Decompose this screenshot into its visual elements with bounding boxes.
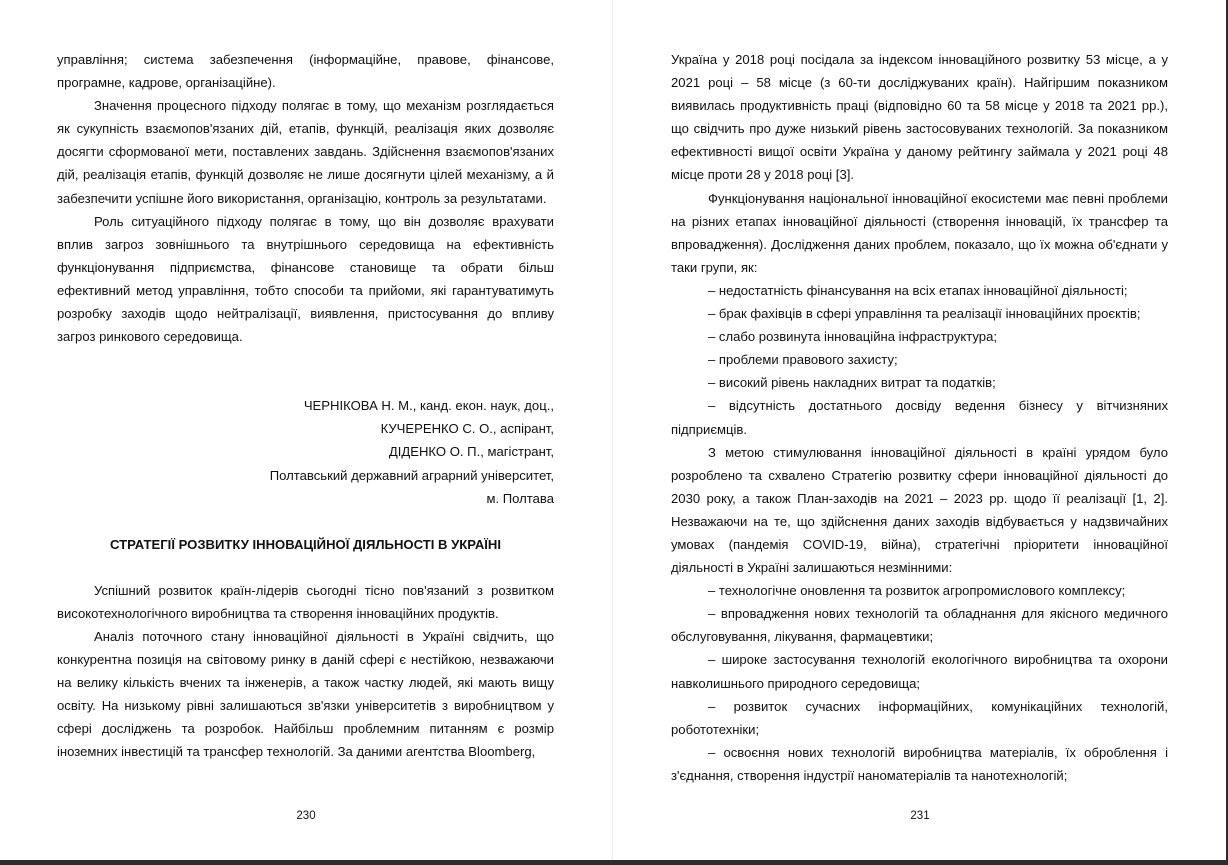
bottom-bar — [0, 860, 1228, 865]
list-item: – впровадження нових технологій та обладнання для якісного медичного обслуговування, лікування, фармацевтики; — [671, 606, 1168, 645]
author-line: ДІДЕНКО О. П., магістрант, — [388, 444, 554, 460]
list-item: – високий рівень накладних витрат та податків; — [708, 375, 996, 391]
page-divider — [612, 0, 613, 860]
author-line: ЧЕРНІКОВА Н. М., канд. екон. наук, доц., — [303, 398, 554, 414]
page-number: 230 — [296, 810, 316, 822]
author-block — [57, 394, 554, 509]
article-title: СТРАТЕГІЇ РОЗВИТКУ ІННОВАЦІЙНОЇ ДІЯЛЬНОСТІ В УКРАЇНІ — [110, 536, 501, 552]
affiliation-line: Полтавський державний аграрний університет, — [269, 467, 554, 483]
paragraph: Значення процесного підходу полягає в тому, що механізм розглядається як сукупність взаємопов'язаних дій, етапів, функцій, реалізація яких дозволяє досягти сформованої мети, поставлених завдань. Здійснення взаємопов'язаних дій, реалізація етапів, функцій дозволяє не лише досягнути цілей механізму, а й забезпечити успішне його використання, організацію, контроль за результатами. — [57, 98, 554, 206]
list-item: – слабо розвинута інноваційна інфраструктура; — [708, 329, 997, 345]
paragraph: Функціонування національної інноваційної екосистеми має певні проблеми на різних етапах інноваційної діяльності (створення інновацій, їх трансфер та впровадження). Дослідження даних проблем, показало, що їх можна об'єднати у таки групи, як: — [671, 190, 1168, 275]
paragraph: З метою стимулювання інноваційної діяльності в країні урядом було розроблено та схвалено Стратегію розвитку сфери інноваційної діяльності до 2030 року, а також План-заходів на 2021 – 2023 рр. щодо її реалізації [1, 2]. Незважаючи на те, що здійснення даних заходів відбувається у надзвичайних умовах (пандемія COVID-19, війна), стратегічні пріоритети інноваційної діяльності в Україні залишаються незмінними: — [671, 444, 1168, 576]
right-page — [671, 48, 1168, 787]
paragraph: управління; система забезпечення (інформаційне, правове, фінансове, програмне, кадрове, організаційне). — [57, 52, 554, 91]
list-item: – широке застосування технологій екологічного виробництва та охорони навколишнього природного середовища; — [671, 652, 1168, 691]
list-item: – розвиток сучасних інформаційних, комунікаційних технологій, робототехніки; — [671, 698, 1168, 737]
list-item: – недостатність фінансування на всіх етапах інноваційної діяльності; — [708, 282, 1128, 298]
page-number: 231 — [910, 810, 930, 822]
paragraph: Україна у 2018 році посідала за індексом інноваційного розвитку 53 місце, а у 2021 році – 58 місце (з 60-ти досліджуваних країн). Найгіршим показником виявилась продуктивність праці (відповідно 60 та 58 місце у 2018 та 2021 рр.), що свідчить про дуже низький рівень застосовуваних технологій. За показником ефективності вищої освіти Україна у даному рейтингу займала у 2021 році 48 місце проти 28 у 2018 році [3]. — [671, 52, 1168, 183]
city-line: м. Полтава — [486, 490, 554, 506]
list-item: – освоєння нових технологій виробництва матеріалів, їх оброблення і з'єднання, створення індустрії наноматеріалів та нанотехнологій; — [671, 744, 1168, 783]
author-line: КУЧЕРЕНКО С. О., аспірант, — [380, 421, 554, 437]
list-item: – проблеми правового захисту; — [708, 352, 898, 368]
paragraph: Роль ситуаційного підходу полягає в тому, що він дозволяє врахувати вплив загроз зовнішнього та внутрішнього середовища на ефективність функціонування підприємства, фінансове становище та обрати більш ефективний метод управління, тобто способи та прийоми, які гарантуватимуть розробку заходів щодо нейтралізації, виявлення, пристосування до впливу загроз ринкового середовища. — [57, 213, 554, 345]
list-item: – брак фахівців в сфері управління та реалізації інноваційних проєктів; — [708, 306, 1141, 322]
list-item: – відсутність достатнього досвіду ведення бізнесу у вітчизняних підприємців. — [671, 398, 1168, 437]
left-page — [57, 48, 554, 764]
list-item: – технологічне оновлення та розвиток агропромислового комплексу; — [708, 583, 1126, 599]
paragraph: Аналіз поточного стану інноваційної діяльності в Україні свідчить, що конкурентна позиція на світовому ринку в даній сфері є нестійкою, незважаючи на велику кількість вчених та інженерів, а також частку людей, які мають вищу освіту. На низькому рівні залишаються зв'язки університетів з виробництвом у сфері досліджень та розробок. Найбільш проблемним питанням є розмір іноземних інвестицій та трансфер технологій. За даними агентства Bloomberg, — [57, 628, 554, 760]
paragraph: Успішний розвиток країн-лідерів сьогодні тісно пов'язаний з розвитком високотехнологічного виробництва та створення інноваційних продуктів. — [57, 582, 554, 621]
